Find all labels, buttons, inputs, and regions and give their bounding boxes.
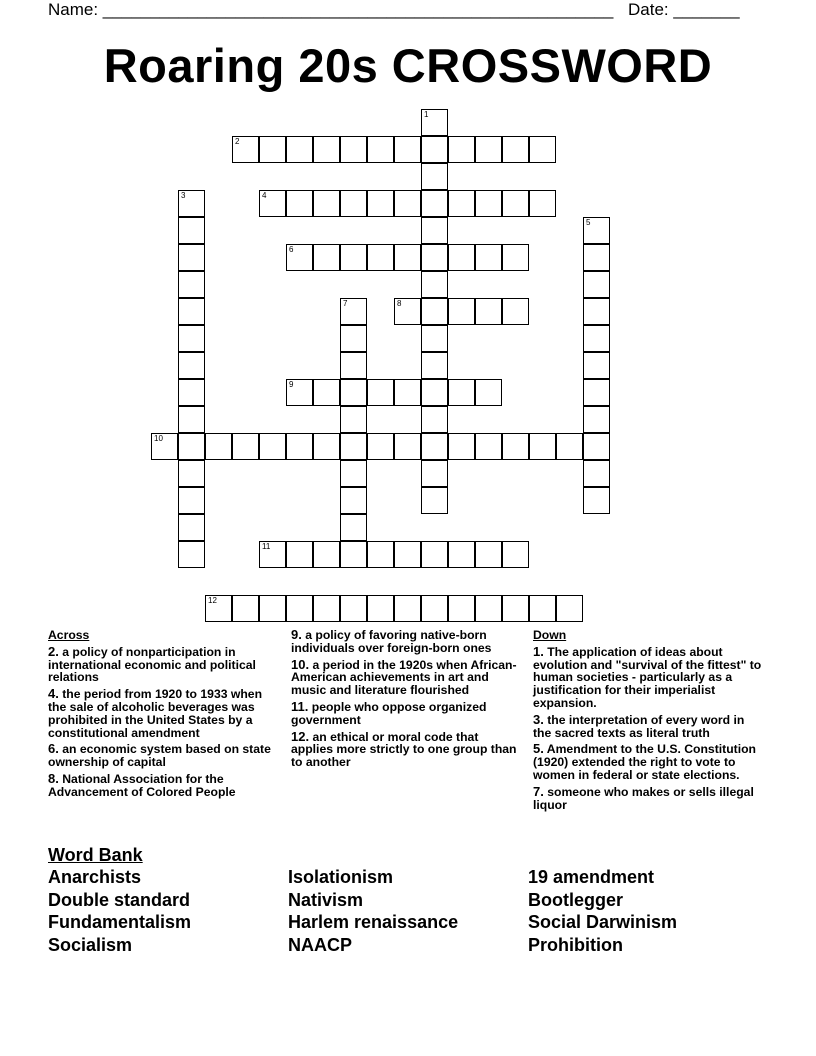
clue-text: the period from 1920 to 1933 when the sale of alcoholic beverages was prohibited in the United States by a constitutional amendment [48,687,263,740]
crossword-cell[interactable] [286,595,313,622]
clue-number: 7. [533,783,544,799]
crossword-cell[interactable] [421,433,448,460]
crossword-cell[interactable] [475,136,502,163]
crossword-cell[interactable] [340,190,367,217]
clue-text: Amendment to the U.S. Constitution (1920) extended the right to vote to women in federal or state elections. [533,742,756,782]
clue-text: a period in the 1920s when African-American achievements in art and music and literature flourished [291,657,517,698]
clue-number: 8. [48,770,59,786]
crossword-cell[interactable] [421,352,448,379]
clue-text: The application of ideas about evolution and "survival of the fittest" to human societies - particularly as a justification for their imperialist expansion. [533,644,762,710]
word-bank-column [528,866,677,956]
crossword-cell[interactable] [529,136,556,163]
clue-text: National Association for the Advancement of Colored People [48,771,236,799]
crossword-cell[interactable] [232,595,259,622]
across-clues-continued [291,629,523,773]
crossword-cell[interactable] [286,433,313,460]
clue-number: 12. [291,728,310,744]
crossword-cell[interactable] [394,541,421,568]
crossword-cell[interactable] [475,190,502,217]
crossword-cell[interactable] [421,109,448,136]
crossword-cell[interactable] [367,136,394,163]
clue-number: 10. [291,656,310,672]
crossword-cell[interactable] [583,271,610,298]
crossword-cell[interactable] [286,136,313,163]
crossword-cell[interactable] [394,190,421,217]
word-bank-heading: Word Bank [48,845,143,865]
down-heading: Down [533,628,567,642]
crossword-cell[interactable] [367,190,394,217]
crossword-cell[interactable] [340,379,367,406]
crossword-cell[interactable] [502,136,529,163]
crossword-cell[interactable] [421,541,448,568]
crossword-cell[interactable] [340,460,367,487]
clue-down-7 [533,783,765,812]
clue-down-3 [533,711,765,740]
clue-across-12 [291,728,523,770]
crossword-cell[interactable] [421,244,448,271]
crossword-cell[interactable] [421,190,448,217]
crossword-cell[interactable] [583,487,610,514]
across-clues [48,629,280,803]
crossword-cell[interactable] [259,190,286,217]
crossword-cell[interactable] [313,136,340,163]
crossword-cell[interactable] [583,244,610,271]
clue-across-4 [48,688,280,739]
word-bank-column [288,866,458,956]
cell-number: 7 [343,299,348,308]
crossword-cell[interactable] [367,244,394,271]
clue-across-8 [48,770,280,799]
cell-number: 10 [154,434,163,443]
crossword-cell[interactable] [340,298,367,325]
crossword-cell[interactable] [394,379,421,406]
crossword-cell[interactable] [367,541,394,568]
cell-number: 4 [262,191,267,200]
clue-across-10 [291,656,523,698]
word-bank-item: Fundamentalism [48,912,192,933]
crossword-cell[interactable] [394,244,421,271]
crossword-cell[interactable] [394,136,421,163]
crossword-cell[interactable] [367,433,394,460]
cell-number: 1 [424,110,429,119]
crossword-cell[interactable] [475,379,502,406]
crossword-cell[interactable] [529,595,556,622]
cell-number: 8 [397,299,402,308]
clue-text: an economic system based on state ownership of capital [48,742,271,770]
crossword-cell[interactable] [583,298,610,325]
crossword-cell[interactable] [475,298,502,325]
crossword-cell[interactable] [448,433,475,460]
crossword-cell[interactable] [529,190,556,217]
cell-number: 11 [262,542,271,551]
crossword-cell[interactable] [502,190,529,217]
crossword-cell[interactable] [313,190,340,217]
cell-number: 3 [181,191,186,200]
crossword-cell[interactable] [448,136,475,163]
crossword-cell[interactable] [421,217,448,244]
crossword-cell[interactable] [475,433,502,460]
word-bank-item: 19 amendment [528,867,655,887]
clue-down-5 [533,743,765,781]
crossword-cell[interactable] [340,433,367,460]
clue-across-11 [291,698,523,727]
crossword-cell[interactable] [502,433,529,460]
crossword-cell[interactable] [178,217,205,244]
name-field[interactable]: Name: ______________________________________________________ [48,0,614,19]
crossword-cell[interactable] [502,298,529,325]
cell-number: 5 [586,218,591,227]
page-title: Roaring 20s CROSSWORD [103,39,713,92]
crossword-cell[interactable] [529,433,556,460]
word-bank-item: Bootlegger [528,889,624,910]
word-bank-item: Double standard [48,889,191,910]
crossword-cell[interactable] [421,406,448,433]
crossword-cell[interactable] [367,595,394,622]
cell-number: 2 [235,137,240,146]
crossword-cell[interactable] [178,514,205,541]
crossword-cell[interactable] [178,244,205,271]
clue-number: 6. [48,741,59,757]
crossword-cell[interactable] [340,406,367,433]
crossword-cell[interactable] [394,433,421,460]
crossword-cell[interactable] [340,541,367,568]
across-heading: Across [48,628,90,642]
crossword-cell[interactable] [259,541,286,568]
crossword-cell[interactable] [448,190,475,217]
clue-across-9 [291,629,523,655]
crossword-cell[interactable] [259,595,286,622]
crossword-cell[interactable] [421,163,448,190]
clue-text: someone who makes or sells illegal liquor [533,784,754,812]
crossword-cell[interactable] [205,595,232,622]
crossword-cell[interactable] [340,595,367,622]
clue-down-1 [533,643,765,710]
clue-number: 4. [48,686,59,702]
clue-number: 5. [533,741,544,757]
crossword-cell[interactable] [205,433,232,460]
crossword-cell[interactable] [178,298,205,325]
crossword-cell[interactable] [313,595,340,622]
crossword-cell[interactable] [448,541,475,568]
crossword-cell[interactable] [448,379,475,406]
crossword-cell[interactable] [178,541,205,568]
crossword-cell[interactable] [475,541,502,568]
crossword-cell[interactable] [421,487,448,514]
crossword-cell[interactable] [583,433,610,460]
clue-number: 2. [48,643,59,659]
crossword-cell[interactable] [259,433,286,460]
crossword-cell[interactable] [502,541,529,568]
crossword-cell[interactable] [475,595,502,622]
word-bank-item: Nativism [288,889,364,910]
clue-text: people who oppose organized government [291,699,487,727]
crossword-cell[interactable] [178,379,205,406]
word-bank-item: NAACP [288,934,353,955]
crossword-cell[interactable] [340,325,367,352]
crossword-cell[interactable] [394,595,421,622]
cell-number: 12 [208,596,217,605]
crossword-cell[interactable] [502,244,529,271]
crossword-cell[interactable] [340,136,367,163]
crossword-cell[interactable] [583,406,610,433]
crossword-cell[interactable] [340,244,367,271]
crossword-cell[interactable] [583,379,610,406]
crossword-cell[interactable] [340,352,367,379]
down-clues [533,629,765,815]
crossword-cell[interactable] [583,325,610,352]
crossword-cell[interactable] [232,136,259,163]
cell-number: 9 [289,380,294,389]
crossword-cell[interactable] [421,325,448,352]
crossword-cell[interactable] [286,541,313,568]
cell-number: 6 [289,245,294,254]
clue-number: 1. [533,643,544,659]
word-bank-item: Isolationism [288,867,394,887]
crossword-cell[interactable] [421,298,448,325]
crossword-cell[interactable] [340,487,367,514]
crossword-cell[interactable] [421,271,448,298]
crossword-cell[interactable] [448,244,475,271]
crossword-cell[interactable] [232,433,259,460]
clue-text: an ethical or moral code that applies more strictly to one group than to another [291,729,517,770]
crossword-cell[interactable] [367,379,394,406]
crossword-cell[interactable] [286,190,313,217]
crossword-cell[interactable] [286,379,313,406]
crossword-cell[interactable] [259,136,286,163]
crossword-cell[interactable] [421,379,448,406]
crossword-cell[interactable] [313,379,340,406]
clue-text: the interpretation of every word in the sacred texts as literal truth [533,712,745,740]
crossword-cell[interactable] [583,352,610,379]
crossword-cell[interactable] [448,298,475,325]
crossword-cell[interactable] [448,595,475,622]
clue-across-6 [48,743,280,769]
crossword-cell[interactable] [151,433,178,460]
crossword-cell[interactable] [178,460,205,487]
crossword-cell[interactable] [313,244,340,271]
crossword-cell[interactable] [340,514,367,541]
crossword-cell[interactable] [421,595,448,622]
crossword-cell[interactable] [583,460,610,487]
crossword-cell[interactable] [178,325,205,352]
crossword-cell[interactable] [178,352,205,379]
crossword-cell[interactable] [178,433,205,460]
clue-number: 3. [533,711,544,727]
word-bank-item: Prohibition [528,934,623,955]
word-bank-item: Socialism [48,934,133,955]
word-bank-item: Anarchists [48,867,142,887]
crossword-cell[interactable] [502,595,529,622]
crossword-cell[interactable] [313,433,340,460]
crossword-cell[interactable] [583,217,610,244]
crossword-cell[interactable] [394,298,421,325]
crossword-cell[interactable] [178,190,205,217]
clue-across-2 [48,643,280,685]
crossword-cell[interactable] [178,271,205,298]
crossword-cell[interactable] [178,487,205,514]
crossword-cell[interactable] [286,244,313,271]
crossword-cell[interactable] [556,433,583,460]
word-bank-column [48,866,191,956]
clue-text: a policy of nonparticipation in international economic and political relations [48,644,256,685]
crossword-cell[interactable] [556,595,583,622]
crossword-cell[interactable] [421,460,448,487]
date-field[interactable]: Date: _______ [628,0,740,19]
crossword-cell[interactable] [178,406,205,433]
clue-text: a policy of favoring native-born individuals over foreign-born ones [291,628,492,655]
crossword-cell[interactable] [475,244,502,271]
clue-number: 11. [291,698,309,714]
crossword-cell[interactable] [313,541,340,568]
word-bank-item: Harlem renaissance [288,912,459,933]
word-bank-item: Social Darwinism [528,912,678,933]
clue-number: 9. [291,627,302,642]
crossword-cell[interactable] [421,136,448,163]
